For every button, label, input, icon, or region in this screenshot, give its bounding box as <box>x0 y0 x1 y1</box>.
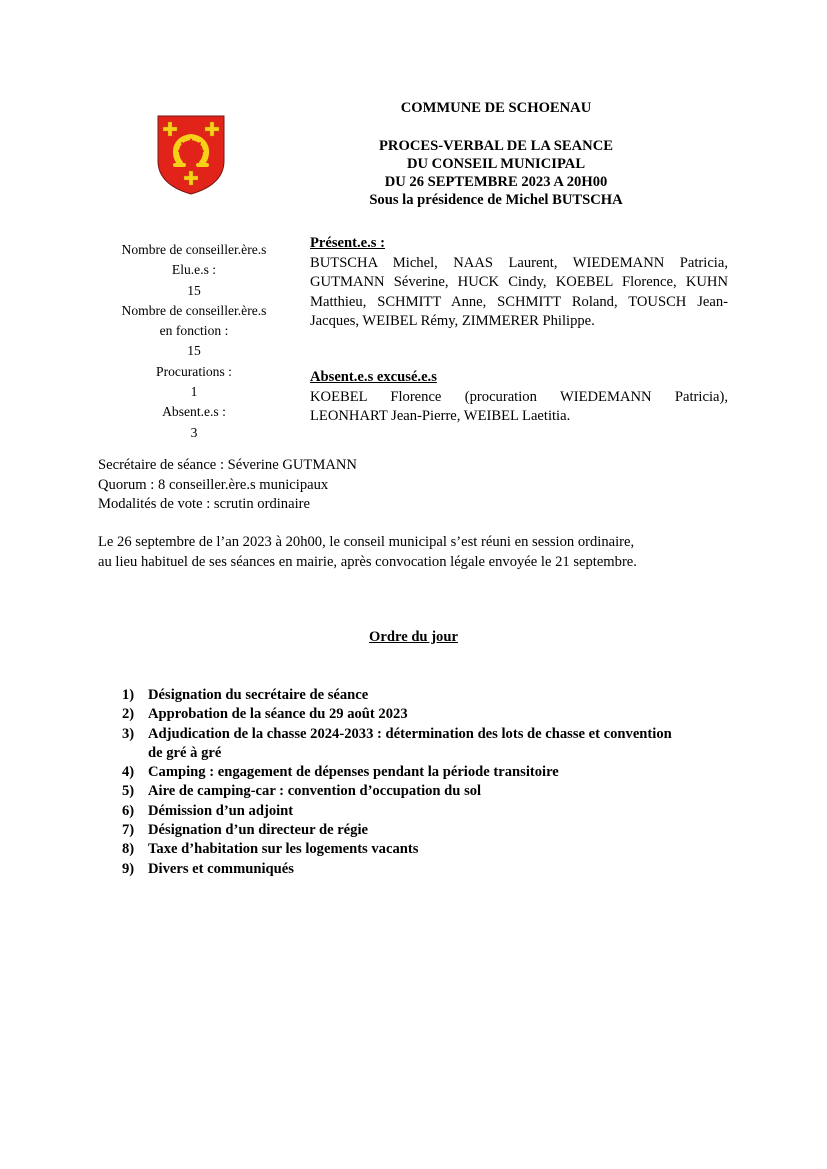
agenda-item <box>122 782 682 801</box>
absents-value: 3 <box>190 424 198 440</box>
header-title-line-1: PROCES-VERBAL DE LA SEANCE <box>379 138 613 154</box>
agenda-item-text: Taxe d’habitation sur les logements vacants <box>148 841 419 858</box>
header-date: DU 26 SEPTEMBRE 2023 A 20H00 <box>384 174 608 190</box>
quorum-line: Quorum : 8 conseiller.ère.s municipaux <box>98 476 329 493</box>
agenda-item-text: Adjudication de la chasse 2024-2033 : détermination des lots de chasse et convention de gré à gré <box>148 725 672 761</box>
secretaire-line: Secrétaire de séance : Séverine GUTMANN <box>98 457 357 473</box>
agenda-title: Ordre du jour <box>369 629 458 645</box>
agenda-item-number: 3) <box>122 725 135 742</box>
session-meta <box>98 456 357 515</box>
horseshoe-crosses-coat-of-arms-icon <box>157 115 225 195</box>
agenda-item-text: Désignation du secrétaire de séance <box>148 687 369 703</box>
agenda-item <box>122 763 682 782</box>
present-names: BUTSCHA Michel, NAAS Laurent, WIEDEMANN Patricia, GUTMANN Séverine, HUCK Cindy, KOEBEL Florence, KUHN Matthieu, SCHMITT Anne, SCHMITT Roland, TOUSCH Jean-Jacques, WEIBEL Rémy, ZIMMERER Philippe. <box>310 254 728 330</box>
modalites-line: Modalités de vote : scrutin ordinaire <box>98 496 310 513</box>
fonction-value: 15 <box>187 343 201 359</box>
header-presidency: Sous la présidence de Michel BUTSCHA <box>369 192 623 208</box>
agenda-item-number: 9) <box>122 860 135 877</box>
agenda-item-text: Approbation de la séance du 29 août 2023 <box>148 706 408 723</box>
agenda-item-number: 2) <box>122 706 135 723</box>
elus-label-1: Nombre de conseiller.ère.s <box>121 242 267 257</box>
elus-value: 15 <box>187 282 201 298</box>
agenda-item-text: Démission d’un adjoint <box>148 802 294 819</box>
header-title-line-2: DU CONSEIL MUNICIPAL <box>406 156 586 172</box>
agenda-item <box>122 686 682 705</box>
agenda-item <box>122 840 682 859</box>
absent-section <box>310 368 728 427</box>
agenda-item-text: Camping : engagement de dépenses pendant la période transitoire <box>148 764 559 781</box>
agenda-item-number: 4) <box>122 764 135 781</box>
absent-title: Absent.e.s excusé.e.s <box>310 369 437 385</box>
intro-paragraph <box>98 533 718 572</box>
commune-name: COMMUNE DE SCHOENAU <box>400 100 592 116</box>
procurations-value: 1 <box>190 384 198 400</box>
agenda-item-text: Divers et communiqués <box>148 860 294 877</box>
elus-label-2: Elu.e.s : <box>171 262 217 278</box>
absents-label: Absent.e.s : <box>162 404 226 420</box>
document-header <box>310 99 682 209</box>
intro-line-2: au lieu habituel de ses séances en mairie, après convocation légale envoyée le 21 septembre. <box>98 553 637 570</box>
agenda-item-number: 8) <box>122 841 135 858</box>
agenda-item-number: 5) <box>122 783 135 800</box>
agenda-item <box>122 860 682 879</box>
procurations-label: Procurations : <box>156 363 232 379</box>
agenda-list <box>122 686 682 879</box>
agenda-item-text: Désignation d’un directeur de régie <box>148 822 368 839</box>
agenda-item <box>122 725 682 764</box>
agenda-item-number: 6) <box>122 802 135 819</box>
agenda-item-number: 7) <box>122 822 135 839</box>
agenda-item <box>122 821 682 840</box>
agenda-item <box>122 802 682 821</box>
agenda-item <box>122 705 682 724</box>
agenda-item-number: 1) <box>122 687 135 703</box>
council-stats <box>104 240 284 443</box>
fonction-label-1: Nombre de conseiller.ère.s <box>121 302 267 318</box>
intro-line-1: Le 26 septembre de l’an 2023 à 20h00, le conseil municipal s’est réuni en session ordinaire, <box>98 534 635 550</box>
present-title: Présent.e.s : <box>310 235 385 251</box>
absent-names: KOEBEL Florence (procuration WIEDEMANN Patricia), LEONHART Jean-Pierre, WEIBEL Laetitia. <box>310 388 728 425</box>
fonction-label-2: en fonction : <box>159 323 229 339</box>
agenda-item-text: Aire de camping-car : convention d’occupation du sol <box>148 783 482 800</box>
present-section <box>310 234 728 332</box>
